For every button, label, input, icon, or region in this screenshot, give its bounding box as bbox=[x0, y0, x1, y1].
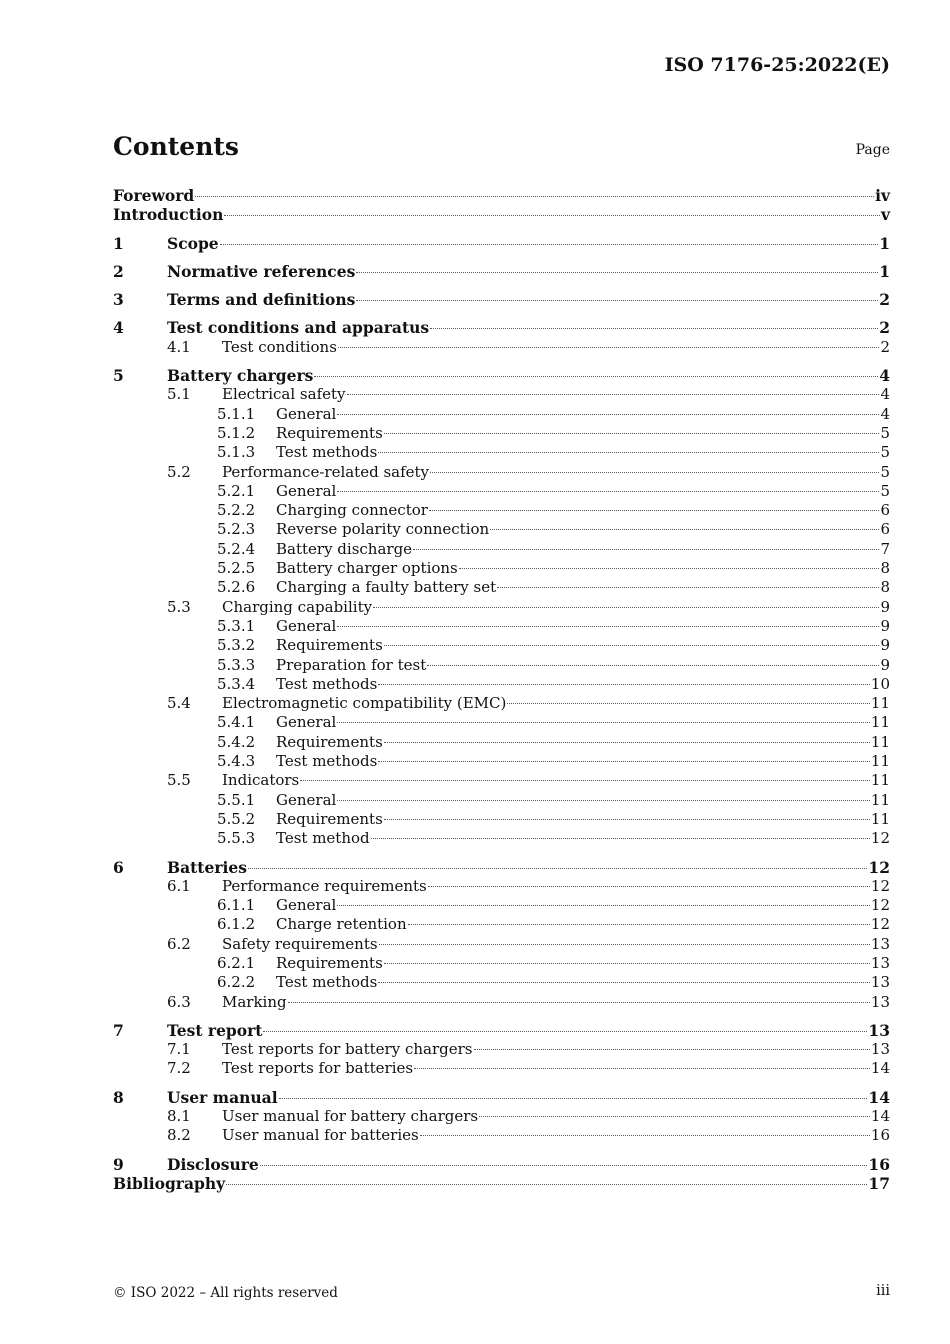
toc-entry-number: 5.1.2 bbox=[217, 423, 256, 442]
toc-entry-page: 9 bbox=[880, 655, 890, 674]
toc-entry-number: 5.2 bbox=[167, 462, 191, 481]
toc-entry-number: 5.2.5 bbox=[217, 559, 256, 578]
toc-entry[interactable] bbox=[113, 443, 890, 462]
toc-entry[interactable] bbox=[113, 713, 890, 732]
toc-entry-title: Scope bbox=[167, 233, 219, 253]
toc-entry-title: Safety requirements bbox=[222, 934, 378, 953]
toc-entry-title: Requirements bbox=[276, 809, 383, 828]
dot-leader bbox=[497, 587, 879, 588]
toc-entry-page: 8 bbox=[880, 578, 890, 597]
toc-entry[interactable] bbox=[113, 954, 890, 973]
toc-entry-page: 5 bbox=[880, 462, 890, 481]
dot-leader bbox=[288, 1002, 870, 1003]
dot-leader bbox=[314, 376, 878, 377]
dot-leader bbox=[430, 472, 879, 473]
toc-entry-page: 9 bbox=[880, 616, 890, 635]
toc-entry-page: 4 bbox=[880, 385, 890, 404]
toc-entry-page: 11 bbox=[870, 713, 890, 732]
toc-entry-page: iv bbox=[875, 186, 890, 205]
toc-entry[interactable] bbox=[113, 752, 890, 771]
toc-entry[interactable] bbox=[113, 598, 890, 617]
toc-entry-title: Charge retention bbox=[276, 915, 407, 934]
toc-entry-number: 4.1 bbox=[167, 337, 191, 356]
dot-leader bbox=[378, 761, 870, 762]
toc-entry[interactable] bbox=[113, 366, 890, 385]
toc-entry-number: 6.3 bbox=[167, 992, 191, 1011]
toc-entry-title: Performance-related safety bbox=[222, 462, 430, 481]
toc-entry-title: Electromagnetic compatibility (EMC) bbox=[222, 694, 507, 713]
toc-entry-title: Requirements bbox=[276, 636, 383, 655]
toc-entry-page: 11 bbox=[870, 694, 890, 713]
toc-entry-page: 13 bbox=[870, 953, 890, 972]
dot-leader bbox=[384, 742, 870, 743]
dot-leader bbox=[347, 394, 880, 395]
dot-leader bbox=[384, 645, 880, 646]
toc-entry[interactable] bbox=[113, 896, 890, 915]
toc-entry[interactable] bbox=[113, 186, 890, 205]
toc-entry[interactable] bbox=[113, 791, 890, 810]
toc-entry[interactable] bbox=[113, 290, 890, 309]
toc-entry-number: 4 bbox=[113, 318, 124, 338]
toc-entry-title: Terms and definitions bbox=[167, 290, 356, 310]
toc-entry-page: 12 bbox=[870, 896, 890, 915]
toc-entry-page: 1 bbox=[879, 261, 890, 281]
toc-entry-number: 7 bbox=[113, 1020, 124, 1040]
toc-entry-number: 5.3.1 bbox=[217, 616, 256, 635]
toc-entry-number: 3 bbox=[113, 290, 124, 310]
toc-entry-number: 5.4.1 bbox=[217, 713, 256, 732]
dot-leader bbox=[429, 510, 880, 511]
toc-entry-page: 9 bbox=[880, 636, 890, 655]
dot-leader bbox=[263, 1031, 867, 1032]
toc-entry[interactable] bbox=[113, 262, 890, 281]
toc-entry-number: 5.5.3 bbox=[217, 829, 256, 848]
toc-entry[interactable] bbox=[113, 1107, 890, 1126]
toc-entry[interactable] bbox=[113, 877, 890, 896]
toc-entry-number: 5.4 bbox=[167, 694, 191, 713]
toc-entry[interactable] bbox=[113, 234, 890, 253]
toc-entry-number: 6 bbox=[113, 857, 124, 877]
toc-entry-number: 5.4.3 bbox=[217, 752, 256, 771]
toc-entry[interactable] bbox=[113, 617, 890, 636]
toc-entry[interactable] bbox=[113, 656, 890, 675]
toc-entry[interactable] bbox=[113, 385, 890, 404]
toc-entry-page: 11 bbox=[870, 809, 890, 828]
toc-entry-page: 12 bbox=[870, 915, 890, 934]
toc-entry-page: 5 bbox=[880, 481, 890, 500]
table-of-contents bbox=[113, 186, 890, 1193]
toc-entry[interactable] bbox=[113, 463, 890, 482]
toc-entry-number: 6.1 bbox=[167, 876, 191, 895]
dot-leader bbox=[479, 1116, 870, 1117]
toc-entry-page: 12 bbox=[870, 829, 890, 848]
toc-entry[interactable] bbox=[113, 973, 890, 992]
toc-entry-title: General bbox=[276, 404, 337, 423]
toc-entry[interactable] bbox=[113, 482, 890, 501]
toc-entry-number: 5.1.3 bbox=[217, 443, 256, 462]
toc-entry[interactable] bbox=[113, 1059, 890, 1078]
toc-entry[interactable] bbox=[113, 993, 890, 1012]
toc-entry-page: 16 bbox=[870, 1126, 890, 1145]
toc-entry-page: 12 bbox=[870, 876, 890, 895]
toc-entry[interactable] bbox=[113, 694, 890, 713]
toc-entry-title: Disclosure bbox=[167, 1154, 259, 1174]
toc-entry-page: 14 bbox=[870, 1059, 890, 1078]
toc-entry-page: 2 bbox=[879, 318, 890, 338]
toc-entry-page: 8 bbox=[880, 559, 890, 578]
dot-leader bbox=[384, 433, 880, 434]
toc-entry-number: 5.3.2 bbox=[217, 636, 256, 655]
toc-entry[interactable] bbox=[113, 520, 890, 539]
toc-entry-title: User manual for batteries bbox=[222, 1126, 419, 1145]
toc-entry-title: Test methods bbox=[276, 443, 378, 462]
dot-leader bbox=[337, 722, 870, 723]
toc-entry-title: Marking bbox=[222, 992, 287, 1011]
toc-entry-title: Test reports for battery chargers bbox=[222, 1040, 473, 1059]
toc-entry-number: 5.1.1 bbox=[217, 404, 256, 423]
toc-entry[interactable] bbox=[113, 675, 890, 694]
toc-entry-number: 6.1.2 bbox=[217, 915, 256, 934]
toc-entry-page: 10 bbox=[870, 674, 890, 693]
toc-entry-title: Batteries bbox=[167, 857, 247, 877]
toc-entry-page: 13 bbox=[868, 1020, 890, 1040]
dot-leader bbox=[260, 1165, 868, 1166]
toc-entry[interactable] bbox=[113, 858, 890, 877]
toc-entry-number: 5.4.2 bbox=[217, 732, 256, 751]
toc-entry-number: 1 bbox=[113, 233, 124, 253]
dot-leader bbox=[474, 1049, 870, 1050]
toc-entry[interactable] bbox=[113, 338, 890, 357]
dot-leader bbox=[337, 626, 879, 627]
toc-entry[interactable] bbox=[113, 405, 890, 424]
dot-leader bbox=[420, 1135, 870, 1136]
toc-entry[interactable] bbox=[113, 733, 890, 752]
contents-heading: Contents bbox=[113, 132, 240, 161]
dot-leader bbox=[378, 684, 870, 685]
toc-entry-title: Requirements bbox=[276, 423, 383, 442]
toc-entry-page: 5 bbox=[880, 443, 890, 462]
toc-entry-page: 9 bbox=[880, 597, 890, 616]
toc-entry-title: Test methods bbox=[276, 752, 378, 771]
toc-entry-title: Test methods bbox=[276, 973, 378, 992]
dot-leader bbox=[248, 868, 867, 869]
toc-entry[interactable] bbox=[113, 771, 890, 790]
dot-leader bbox=[356, 300, 878, 301]
document-identifier: ISO 7176-25:2022(E) bbox=[664, 54, 890, 76]
toc-entry-number: 9 bbox=[113, 1154, 124, 1174]
toc-entry-title: Performance requirements bbox=[222, 876, 427, 895]
dot-leader bbox=[226, 1184, 867, 1185]
toc-entry[interactable] bbox=[113, 1155, 890, 1174]
toc-entry-title: Requirements bbox=[276, 953, 383, 972]
toc-entry-number: 8.1 bbox=[167, 1107, 191, 1126]
toc-entry[interactable] bbox=[113, 829, 890, 848]
dot-leader bbox=[430, 328, 878, 329]
dot-leader bbox=[337, 491, 879, 492]
toc-entry-title: Introduction bbox=[113, 205, 224, 225]
toc-entry-page: 2 bbox=[879, 290, 890, 310]
toc-entry-title: Battery charger options bbox=[276, 559, 458, 578]
toc-entry-title: Charging capability bbox=[222, 597, 373, 616]
dot-leader bbox=[337, 905, 870, 906]
toc-entry[interactable] bbox=[113, 318, 890, 337]
toc-entry-page: v bbox=[880, 205, 890, 225]
dot-leader bbox=[220, 244, 879, 245]
dot-leader bbox=[373, 607, 879, 608]
copyright-notice: © ISO 2022 – All rights reserved bbox=[113, 1285, 338, 1301]
toc-entry[interactable] bbox=[113, 559, 890, 578]
toc-entry-number: 6.2.1 bbox=[217, 953, 256, 972]
toc-entry-title: General bbox=[276, 713, 337, 732]
toc-entry[interactable] bbox=[113, 540, 890, 559]
toc-entry-title: Preparation for test bbox=[276, 655, 427, 674]
toc-entry-page: 17 bbox=[868, 1173, 890, 1193]
toc-entry-number: 5.3 bbox=[167, 597, 191, 616]
dot-leader bbox=[408, 924, 870, 925]
toc-entry-title: Indicators bbox=[222, 771, 300, 790]
toc-entry-number: 5.5.2 bbox=[217, 809, 256, 828]
toc-entry-number: 5.5 bbox=[167, 771, 191, 790]
toc-entry-page: 14 bbox=[870, 1107, 890, 1126]
dot-leader bbox=[427, 665, 879, 666]
toc-entry-number: 5.1 bbox=[167, 385, 191, 404]
toc-entry-title: General bbox=[276, 896, 337, 915]
toc-entry-number: 5.2.3 bbox=[217, 520, 256, 539]
toc-entry-number: 6.1.1 bbox=[217, 896, 256, 915]
toc-entry-title: Test reports for batteries bbox=[222, 1059, 414, 1078]
dot-leader bbox=[490, 529, 879, 530]
toc-entry-page: 11 bbox=[870, 790, 890, 809]
toc-entry-page: 4 bbox=[879, 366, 890, 386]
dot-leader bbox=[224, 215, 880, 216]
toc-entry-title: Requirements bbox=[276, 732, 383, 751]
page-column-label: Page bbox=[855, 142, 890, 158]
dot-leader bbox=[300, 780, 870, 781]
toc-entry[interactable] bbox=[113, 636, 890, 655]
toc-entry-page: 11 bbox=[870, 771, 890, 790]
dot-leader bbox=[195, 196, 874, 197]
toc-entry-title: User manual bbox=[167, 1087, 278, 1107]
toc-entry[interactable] bbox=[113, 424, 890, 443]
toc-entry[interactable] bbox=[113, 1021, 890, 1040]
toc-entry-title: Bibliography bbox=[113, 1173, 226, 1193]
toc-entry-page: 14 bbox=[868, 1087, 890, 1107]
toc-entry-number: 8.2 bbox=[167, 1126, 191, 1145]
toc-entry-number: 6.2.2 bbox=[217, 973, 256, 992]
toc-entry-title: Reverse polarity connection bbox=[276, 520, 490, 539]
toc-entry-title: Test methods bbox=[276, 674, 378, 693]
page-number: iii bbox=[876, 1283, 890, 1299]
toc-entry-number: 8 bbox=[113, 1087, 124, 1107]
toc-entry[interactable] bbox=[113, 205, 890, 224]
toc-entry-title: Charging a faulty battery set bbox=[276, 578, 497, 597]
toc-entry-number: 5.3.3 bbox=[217, 655, 256, 674]
toc-entry-number: 5.2.4 bbox=[217, 539, 256, 558]
dot-leader bbox=[428, 886, 870, 887]
toc-entry-page: 13 bbox=[870, 973, 890, 992]
toc-entry-page: 12 bbox=[868, 857, 890, 877]
toc-entry-title: Foreword bbox=[113, 186, 195, 205]
toc-entry-title: Test method bbox=[276, 829, 370, 848]
toc-entry-number: 6.2 bbox=[167, 934, 191, 953]
toc-entry[interactable] bbox=[113, 578, 890, 597]
dot-leader bbox=[371, 838, 870, 839]
toc-entry-title: General bbox=[276, 790, 337, 809]
toc-entry[interactable] bbox=[113, 501, 890, 520]
toc-entry-number: 5.2.6 bbox=[217, 578, 256, 597]
toc-entry[interactable] bbox=[113, 1174, 890, 1193]
toc-entry-title: General bbox=[276, 616, 337, 635]
toc-entry-page: 11 bbox=[870, 732, 890, 751]
dot-leader bbox=[414, 1068, 870, 1069]
dot-leader bbox=[379, 944, 870, 945]
toc-entry-page: 4 bbox=[880, 404, 890, 423]
toc-entry-number: 5.2.2 bbox=[217, 501, 256, 520]
toc-entry-page: 6 bbox=[880, 501, 890, 520]
dot-leader bbox=[279, 1098, 868, 1099]
dot-leader bbox=[356, 272, 878, 273]
toc-entry-page: 7 bbox=[880, 539, 890, 558]
toc-entry-number: 7.2 bbox=[167, 1059, 191, 1078]
toc-entry-page: 13 bbox=[870, 934, 890, 953]
dot-leader bbox=[337, 414, 879, 415]
toc-entry[interactable] bbox=[113, 1040, 890, 1059]
toc-entry-title: Charging connector bbox=[276, 501, 428, 520]
toc-entry-page: 2 bbox=[880, 337, 890, 356]
dot-leader bbox=[337, 800, 870, 801]
toc-entry-number: 5.5.1 bbox=[217, 790, 256, 809]
toc-entry-number: 5.2.1 bbox=[217, 481, 256, 500]
dot-leader bbox=[338, 347, 880, 348]
toc-entry-page: 11 bbox=[870, 752, 890, 771]
toc-entry[interactable] bbox=[113, 1088, 890, 1107]
toc-entry-title: Battery discharge bbox=[276, 539, 413, 558]
toc-entry-page: 5 bbox=[880, 423, 890, 442]
dot-leader bbox=[413, 549, 879, 550]
toc-entry-number: 7.1 bbox=[167, 1040, 191, 1059]
toc-entry[interactable] bbox=[113, 1126, 890, 1145]
dot-leader bbox=[378, 982, 870, 983]
toc-entry[interactable] bbox=[113, 810, 890, 829]
toc-entry-page: 16 bbox=[868, 1154, 890, 1174]
toc-entry-number: 5.3.4 bbox=[217, 674, 256, 693]
toc-entry-page: 13 bbox=[870, 992, 890, 1011]
dot-leader bbox=[384, 963, 870, 964]
dot-leader bbox=[507, 703, 870, 704]
toc-entry-title: User manual for battery chargers bbox=[222, 1107, 479, 1126]
toc-entry-title: Test conditions bbox=[222, 337, 337, 356]
toc-entry-title: Normative references bbox=[167, 261, 356, 281]
toc-entry[interactable] bbox=[113, 915, 890, 934]
toc-entry-title: Electrical safety bbox=[222, 385, 346, 404]
dot-leader bbox=[459, 568, 880, 569]
toc-entry-number: 2 bbox=[113, 261, 124, 281]
toc-entry-title: General bbox=[276, 481, 337, 500]
dot-leader bbox=[384, 819, 870, 820]
toc-entry-title: Test report bbox=[167, 1020, 263, 1040]
toc-entry-page: 13 bbox=[870, 1040, 890, 1059]
toc-entry[interactable] bbox=[113, 935, 890, 954]
toc-entry-title: Test conditions and apparatus bbox=[167, 318, 430, 338]
toc-entry-title: Battery chargers bbox=[167, 366, 314, 386]
toc-entry-page: 1 bbox=[879, 233, 890, 253]
toc-entry-number: 5 bbox=[113, 366, 124, 386]
toc-entry-page: 6 bbox=[880, 520, 890, 539]
dot-leader bbox=[378, 452, 879, 453]
